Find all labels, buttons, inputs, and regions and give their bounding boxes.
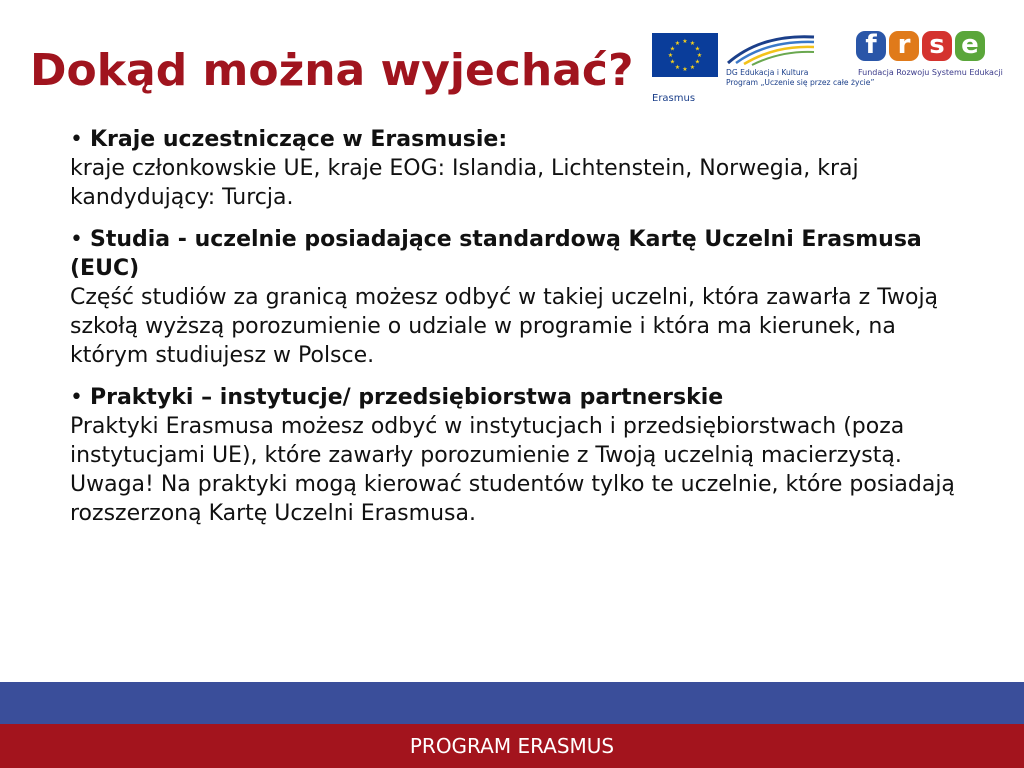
svg-text:★: ★ bbox=[696, 52, 703, 59]
page-title: Dokąd można wyjechać? bbox=[30, 45, 634, 96]
eu-caption-line2: Program „Uczenie się przez całe życie” bbox=[726, 78, 875, 87]
section-heading: Praktyki – instytucje/ przedsiębiorstwa partnerskie bbox=[89, 385, 724, 410]
frse-logo bbox=[856, 30, 1003, 91]
frse-letters bbox=[856, 31, 996, 61]
bullet: • bbox=[70, 127, 83, 152]
eu-caption-line3: Erasmus bbox=[652, 93, 696, 104]
section-heading: Kraje uczestniczące w Erasmusie: bbox=[89, 127, 508, 152]
bullet: • bbox=[70, 385, 83, 410]
svg-text:★: ★ bbox=[694, 45, 701, 53]
content-body bbox=[70, 125, 970, 541]
erasmus-swoosh-icon bbox=[726, 33, 816, 69]
eu-caption-line1: DG Edukacja i Kultura bbox=[726, 68, 809, 77]
svg-text:★: ★ bbox=[689, 64, 696, 71]
bullet: • bbox=[70, 227, 83, 252]
frse-letter-e: e bbox=[955, 31, 985, 61]
eu-flag-icon bbox=[652, 33, 718, 77]
svg-text:★: ★ bbox=[682, 66, 688, 73]
section-body: Praktyki Erasmusa możesz odbyć w instytucjach i przedsiębiorstwach (poza instytucjami UE), które zawarły porozumienie z Twoją uczelnią macierzystą. Uwaga! Na praktyki mogą kierować studentów tylko te uczelnie, które posiadają rozszerzoną Kartę Uczelni Erasmusa. bbox=[70, 414, 955, 526]
svg-text:★: ★ bbox=[674, 64, 681, 71]
section-studies bbox=[70, 225, 970, 370]
section-heading: Studia - uczelnie posiadające standardową Kartę Uczelni Erasmusa (EUC) bbox=[70, 227, 922, 281]
section-body: Część studiów za granicą możesz odbyć w takiej uczelni, która zawarła z Twoją szkołą wyższą porozumienie o udziale w programie i która ma kierunek, na którym studiujesz w Polsce. bbox=[70, 285, 939, 368]
svg-text:★: ★ bbox=[689, 40, 696, 47]
eu-erasmus-logo bbox=[652, 33, 875, 113]
frse-letter-s: s bbox=[922, 31, 952, 61]
svg-text:★: ★ bbox=[694, 58, 701, 66]
frse-caption: Fundacja Rozwoju Systemu Edukacji bbox=[858, 68, 1003, 77]
footer-bar bbox=[0, 724, 1024, 768]
footer-blue-band bbox=[0, 682, 1024, 724]
frse-letter-f: f bbox=[856, 31, 886, 61]
footer-label: PROGRAM ERASMUS bbox=[409, 734, 615, 758]
section-participating-countries bbox=[70, 125, 970, 212]
frse-letter-r: r bbox=[889, 31, 919, 61]
svg-text:★: ★ bbox=[682, 38, 688, 45]
section-body: kraje członkowskie UE, kraje EOG: Islandia, Lichtenstein, Norwegia, kraj kandydujący: Turcja. bbox=[70, 156, 859, 210]
svg-text:★: ★ bbox=[669, 58, 676, 66]
svg-text:★: ★ bbox=[674, 40, 681, 47]
svg-text:★: ★ bbox=[667, 52, 674, 59]
svg-text:★: ★ bbox=[669, 45, 676, 53]
section-internships bbox=[70, 383, 970, 528]
